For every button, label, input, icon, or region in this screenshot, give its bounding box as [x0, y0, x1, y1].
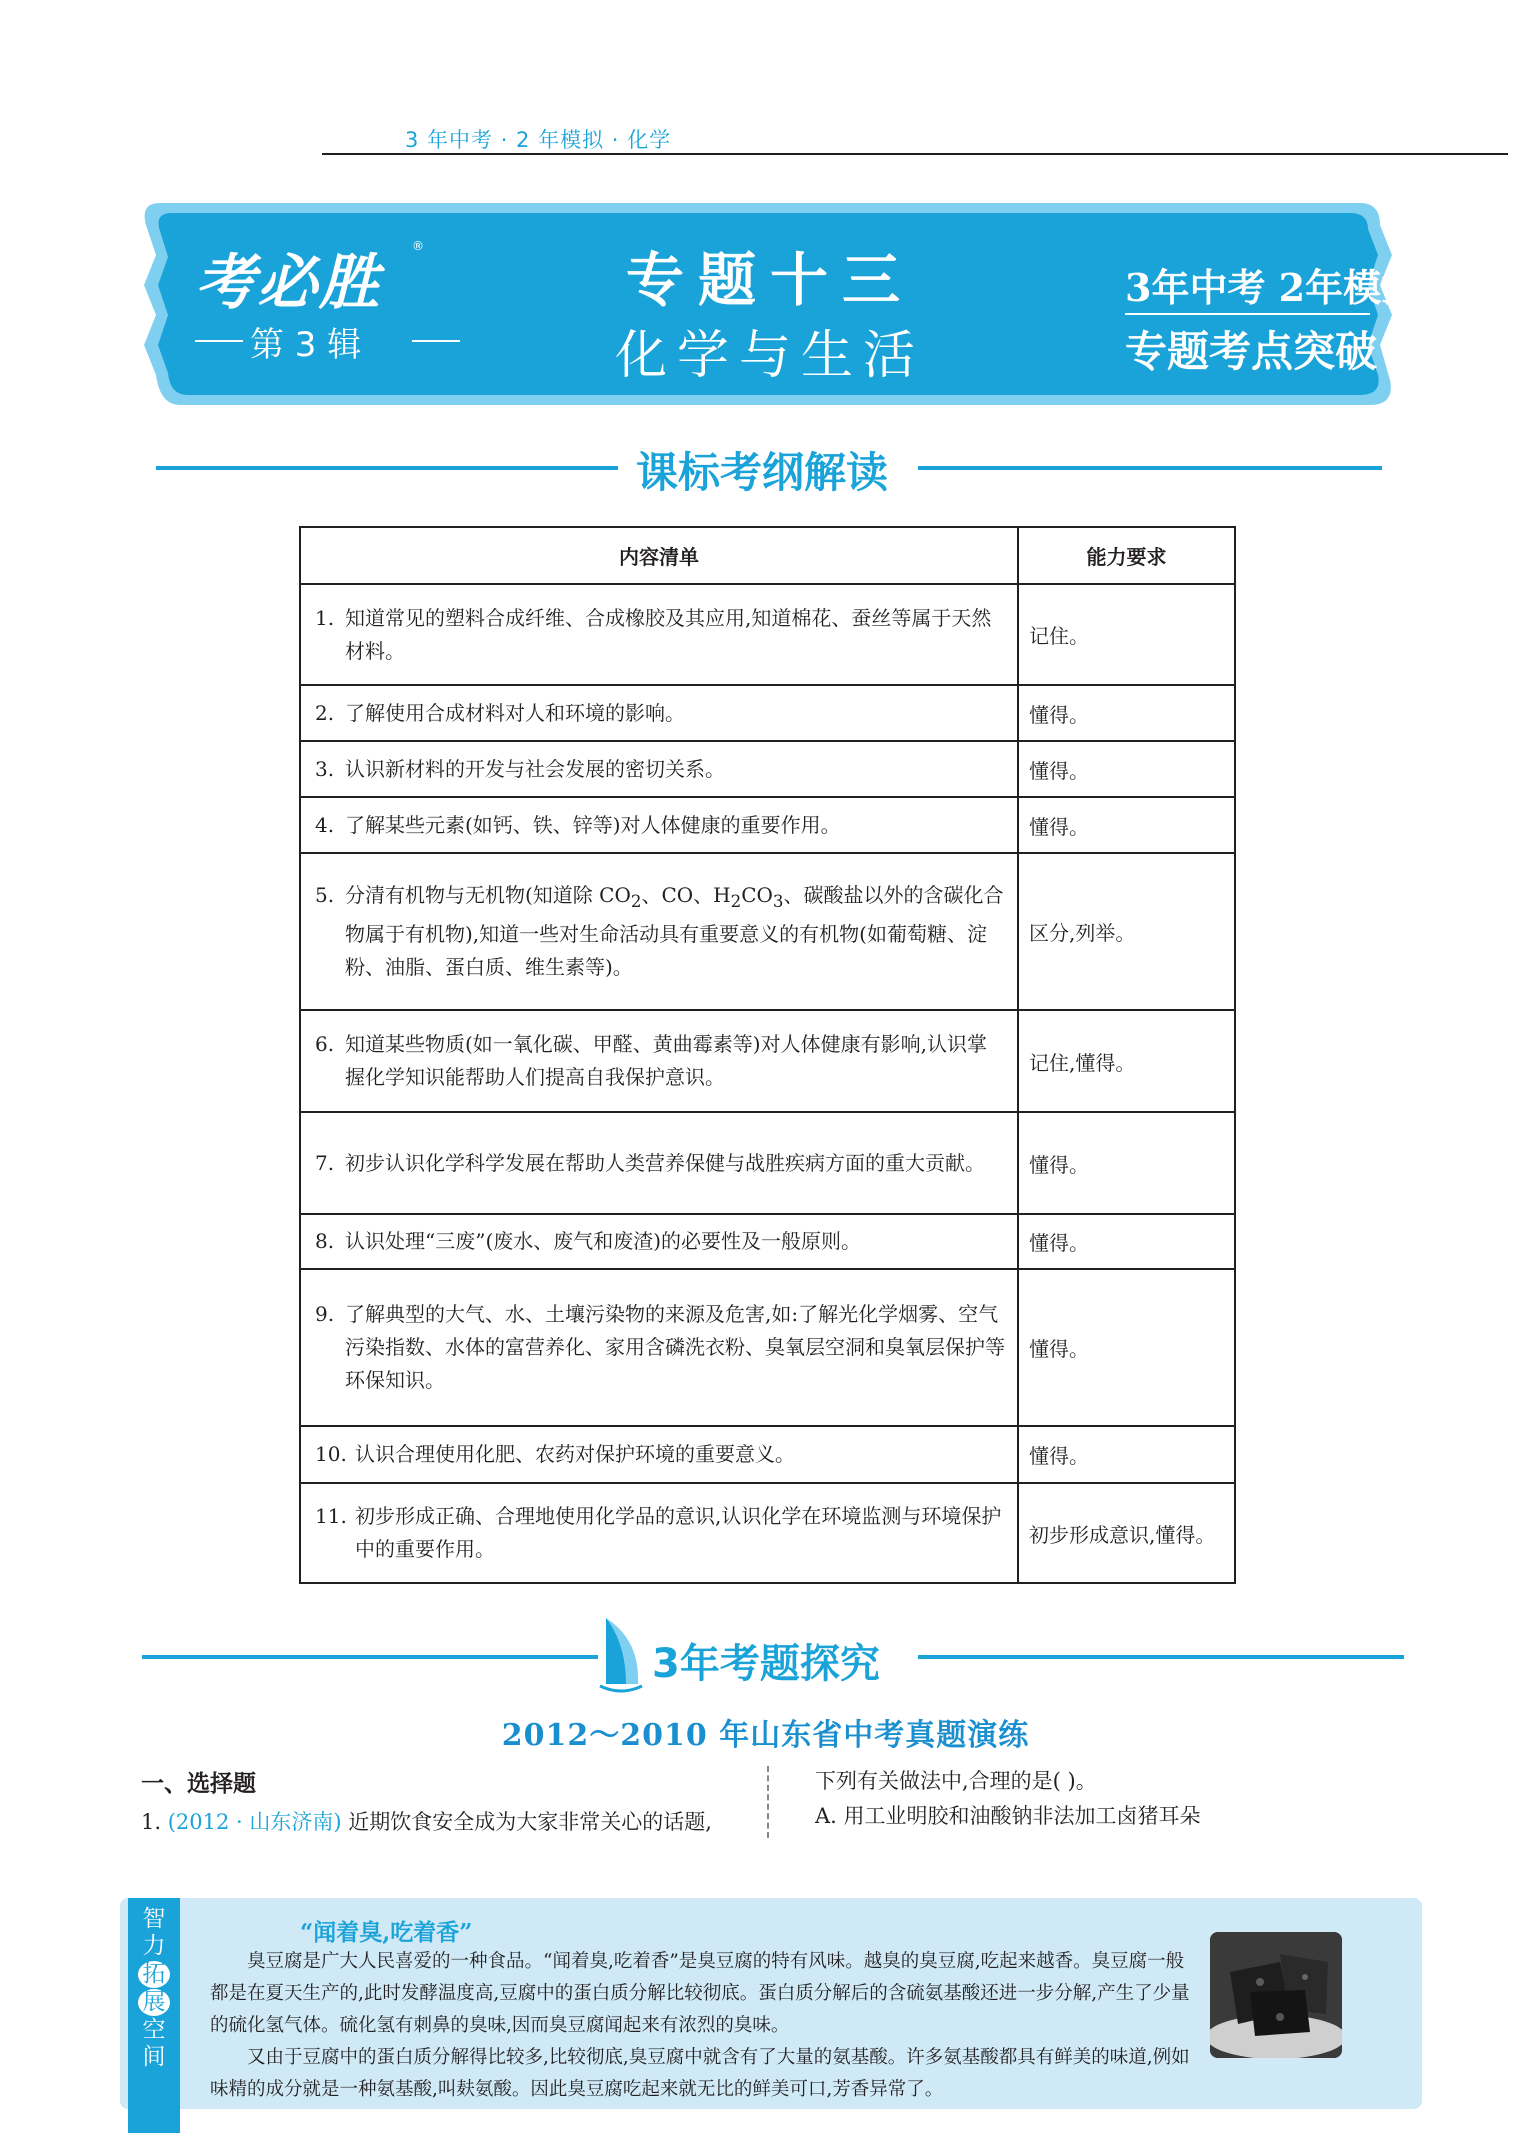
- row-content: 了解使用合成材料对人和环境的影响。: [345, 700, 685, 725]
- series-rule: [1125, 313, 1370, 315]
- section-heading: 一、选择题: [141, 1771, 256, 1797]
- table-row: [300, 1269, 1235, 1426]
- table-row: [300, 797, 1235, 853]
- table-row: [300, 1483, 1235, 1583]
- series-subtitle: 专题考点突破: [1125, 327, 1378, 376]
- section2-rule-right: [918, 1655, 1404, 1659]
- table-row: [300, 1426, 1235, 1483]
- table-header-ability: 能力要求: [1018, 527, 1235, 584]
- row-number: 6.: [315, 1032, 335, 1056]
- row-number: 5.: [315, 883, 335, 907]
- table-row: [300, 853, 1235, 1010]
- logo-edition: 第 3 辑: [250, 325, 362, 365]
- table-row: [300, 685, 1235, 741]
- header-rule: [322, 153, 1508, 155]
- question-text: 近期饮食安全成为大家非常关心的话题,: [348, 1810, 712, 1834]
- row-content: 了解某些元素(如钙、铁、锌等)对人体健康的重要作用。: [345, 812, 841, 837]
- column-divider: [767, 1766, 769, 1838]
- row-requirement: 懂得。: [1018, 1214, 1235, 1269]
- question-text-continued: 下列有关做法中,合理的是( )。: [815, 1769, 1097, 1793]
- table-row: [300, 584, 1235, 685]
- question-number: 1.: [141, 1810, 162, 1834]
- row-content: 知道某些物质(如一氧化碳、甲醛、黄曲霉素等)对人体健康有影响,认识掌握化学知识能帮助人们提高自我保护意识。: [345, 1032, 987, 1089]
- section2-rule-left: [142, 1655, 598, 1659]
- table-row: [300, 1214, 1235, 1269]
- row-content: 了解典型的大气、水、土壤污染物的来源及危害,如:了解光化学烟雾、空气污染指数、水体的富营养化、家用含磷洗衣粉、臭氧层空洞和臭氧层保护等环保知识。: [345, 1302, 1005, 1392]
- table-row: [300, 1112, 1235, 1214]
- logo-name: 考必胜: [195, 248, 381, 318]
- series-name: 3年中考 2年模拟: [1125, 265, 1420, 310]
- topic-banner: [140, 195, 1420, 413]
- row-number: 10.: [315, 1442, 347, 1466]
- row-number: 1.: [315, 605, 335, 630]
- row-content: 初步认识化学科学发展在帮助人类营养保健与战胜疾病方面的重大贡献。: [345, 1150, 985, 1175]
- extension-paragraph-1: 臭豆腐是广大人民喜爱的一种食品。“闻着臭,吃着香”是臭豆腐的特有风味。越臭的臭豆腐,吃起来越香。臭豆腐一般都是在夏天生产的,此时发酵温度高,豆腐中的蛋白质分解比较彻底。蛋白质分解后的含硫氨基酸还进一步分解,产生了少量的硫化氢气体。硫化氢有刺鼻的臭味,因而臭豆腐闻起来有浓烈的臭味。: [210, 1951, 1190, 2036]
- question-source: (2012 · 山东济南): [167, 1810, 342, 1834]
- row-number: 9.: [315, 1302, 335, 1326]
- question-1: [141, 1806, 712, 1836]
- row-content: 认识新材料的开发与社会发展的密切关系。: [345, 756, 725, 781]
- row-number: 3.: [315, 756, 335, 781]
- row-number: 7.: [315, 1150, 335, 1175]
- extension-paragraph-2: 又由于豆腐中的蛋白质分解得比较多,比较彻底,臭豆腐中就含有了大量的氨基酸。许多氨基酸都具有鲜美的味道,例如味精的成分就是一种氨基酸,叫麸氨酸。因此臭豆腐吃起来就无比的鲜美可口,芳香异常了。: [210, 2047, 1190, 2100]
- section1-rule-right: [918, 466, 1382, 470]
- sail-icon: [596, 1614, 646, 1696]
- row-content: 知道常见的塑料合成纤维、合成橡胶及其应用,知道棉花、蚕丝等属于天然材料。: [345, 605, 992, 663]
- row-requirement: 懂得。: [1018, 685, 1235, 741]
- table-header-row: [300, 527, 1235, 584]
- row-content: 认识处理“三废”(废水、废气和废渣)的必要性及一般原则。: [345, 1229, 862, 1253]
- extension-title: “闻着臭,吃着香”: [300, 1919, 473, 1946]
- topic-title: 化学与生活: [614, 326, 925, 386]
- requirements-table: [299, 526, 1236, 1584]
- row-content: 分清有机物与无机物(知道除 $CO_2$、CO、$H_2CO_3$、碳酸盐以外的含碳化合物属于有机物),知道一些对生命活动具有重要意义的有机物(如葡萄糖、淀粉、油脂、蛋白质、维生素等)。: [345, 883, 1004, 979]
- extension-tab-label: 智 力 拓 展 空 间: [135, 1906, 173, 2071]
- row-number: 11.: [315, 1504, 347, 1528]
- row-requirement: 懂得。: [1018, 797, 1235, 853]
- section2-title: 3年考题探究: [652, 1641, 880, 1687]
- row-number: 4.: [315, 812, 335, 837]
- section1-rule-left: [156, 466, 618, 470]
- row-requirement: 懂得。: [1018, 1269, 1235, 1426]
- row-requirement: 懂得。: [1018, 1112, 1235, 1214]
- table-row: [300, 741, 1235, 797]
- option-a: A. 用工业明胶和油酸钠非法加工卤猪耳朵: [815, 1804, 1201, 1828]
- row-number: 8.: [315, 1229, 335, 1253]
- section1-title: 课标考纲解读: [636, 448, 889, 497]
- row-content: 初步形成正确、合理地使用化学品的意识,认识化学在环境监测与环境保护中的重要作用。: [355, 1504, 1002, 1561]
- row-requirement: 记住,懂得。: [1018, 1010, 1235, 1112]
- row-content: 认识合理使用化肥、农药对保护环境的重要意义。: [355, 1442, 795, 1466]
- row-requirement: 初步形成意识,懂得。: [1018, 1483, 1235, 1583]
- topic-number: 专题十三: [625, 246, 914, 314]
- logo-registered-mark: ®: [412, 239, 424, 253]
- table-header-content: 内容清单: [300, 527, 1018, 584]
- stinky-tofu-photo: [1210, 1932, 1342, 2058]
- row-requirement: 懂得。: [1018, 1426, 1235, 1483]
- table-row: [300, 1010, 1235, 1112]
- running-header: 3 年中考 · 2 年模拟 · 化学: [405, 128, 672, 152]
- row-requirement: 区分,列举。: [1018, 853, 1235, 1010]
- exam-title: 2012～2010 年山东省中考真题演练: [501, 1718, 1030, 1753]
- row-requirement: 懂得。: [1018, 741, 1235, 797]
- row-number: 2.: [315, 700, 335, 725]
- row-requirement: 记住。: [1018, 584, 1235, 685]
